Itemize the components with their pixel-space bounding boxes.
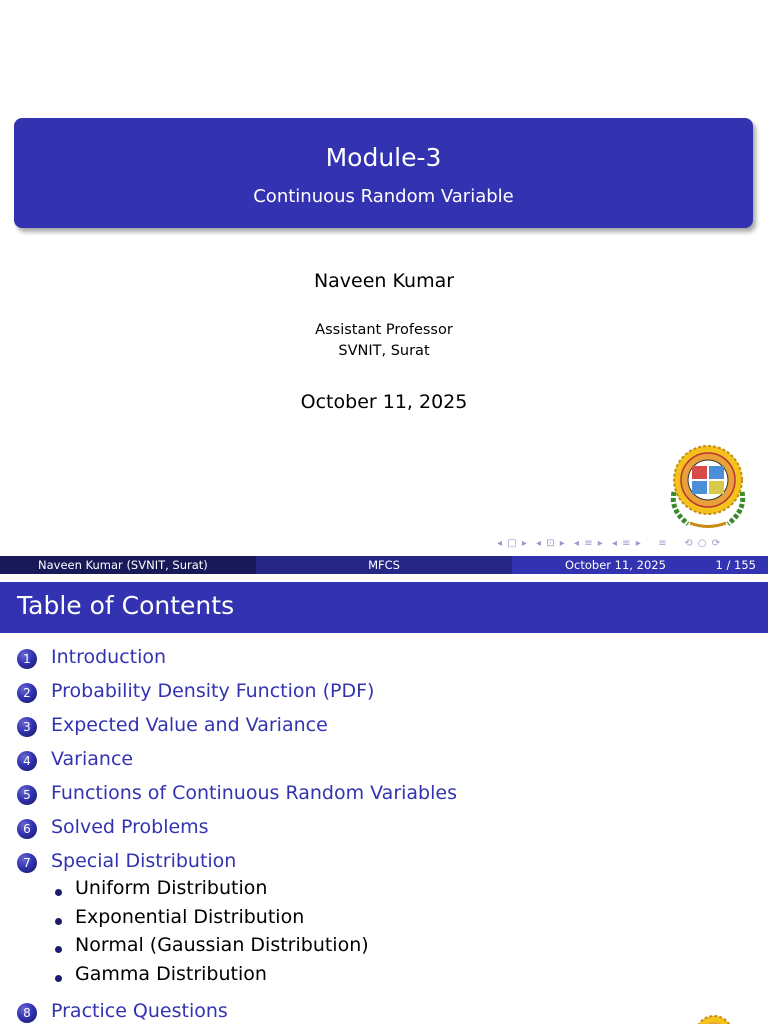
section-number-icon: 3 [17,717,37,737]
section-number-icon: 1 [17,649,37,669]
toc-link[interactable]: Solved Problems [51,816,209,838]
footer-page-number: 1 / 155 [715,558,756,572]
author-name: Naveen Kumar [313,270,455,292]
toc-link[interactable]: Introduction [51,646,167,668]
footer-author-segment [0,556,256,574]
toc-link[interactable]: Functions of Continuous Random Variables [51,782,457,804]
frame-title: Table of Contents [17,591,235,620]
beamer-navigation-symbols[interactable] [497,538,725,549]
toc-item[interactable] [0,848,768,877]
institute-seal-icon [666,440,750,532]
toc-item[interactable] [0,678,768,712]
title-box [14,118,753,228]
footer-course-segment [256,556,512,574]
nav-frame-icon[interactable]: ◂ □ ▸ [497,538,528,549]
toc-item[interactable] [0,998,768,1024]
toc-sublink[interactable]: Gamma Distribution [75,963,267,986]
toc-item[interactable] [0,746,768,780]
subsection-list [0,877,768,992]
section-number-icon: 6 [17,819,37,839]
section-number-icon: 5 [17,785,37,805]
toc-item[interactable] [0,644,768,678]
section-number-icon: 7 [17,853,37,873]
nav-appendix-icon[interactable]: ≡ [649,538,668,549]
section-number-icon: 8 [17,1003,37,1023]
toc-sublink[interactable]: Normal (Gaussian Distribution) [75,934,369,957]
footer-date-segment [512,556,768,574]
nav-subsection-icon[interactable]: ◂ ⊡ ▸ [536,538,566,549]
frame-title-bar [0,582,768,633]
toc-link[interactable]: Probability Density Function (PDF) [51,680,375,702]
toc-item[interactable] [0,712,768,746]
nav-search-icon[interactable]: ⟲ ○ ⟳ [675,538,722,549]
author-position: Assistant Professor [315,322,453,338]
toc-subitem[interactable] [0,963,768,992]
toc-subitem[interactable] [0,906,768,935]
presentation-date: October 11, 2025 [300,391,468,413]
toc-item[interactable] [0,814,768,848]
bullet-icon [55,918,62,925]
author-institute: SVNIT, Surat [338,343,430,359]
institute-block [0,320,768,362]
bullet-icon [55,975,62,982]
toc-subsection-group [0,877,768,992]
toc-link[interactable]: Variance [51,748,134,770]
toc-item[interactable] [0,780,768,814]
nav-section-icon[interactable]: ◂ ≡ ▸ [574,538,604,549]
footer-date: October 11, 2025 [565,558,666,572]
footer-course: MFCS [368,558,400,572]
toc-sublink[interactable]: Uniform Distribution [75,877,268,899]
toc-link[interactable]: Special Distribution [51,850,237,872]
toc-link[interactable]: Practice Questions [51,999,228,1022]
toc-subitem[interactable] [0,934,768,963]
institute-seal-icon [694,1014,734,1024]
section-number-icon: 4 [17,751,37,771]
bullet-icon [55,946,62,953]
toc-slide [0,574,768,1024]
nav-document-icon[interactable]: ◂ ≡ ▸ [611,538,642,549]
presentation-title: Module-3 [325,143,442,172]
bullet-icon [55,889,62,896]
toc-subitem[interactable] [0,877,768,906]
presentation-subtitle: Continuous Random Variable [253,186,514,207]
footer-bar [0,556,768,574]
section-number-icon: 2 [17,683,37,703]
footer-author: Naveen Kumar (SVNIT, Surat) [38,558,208,572]
table-of-contents [0,644,768,1024]
toc-link[interactable]: Expected Value and Variance [51,714,328,736]
toc-sublink[interactable]: Exponential Distribution [75,905,305,928]
